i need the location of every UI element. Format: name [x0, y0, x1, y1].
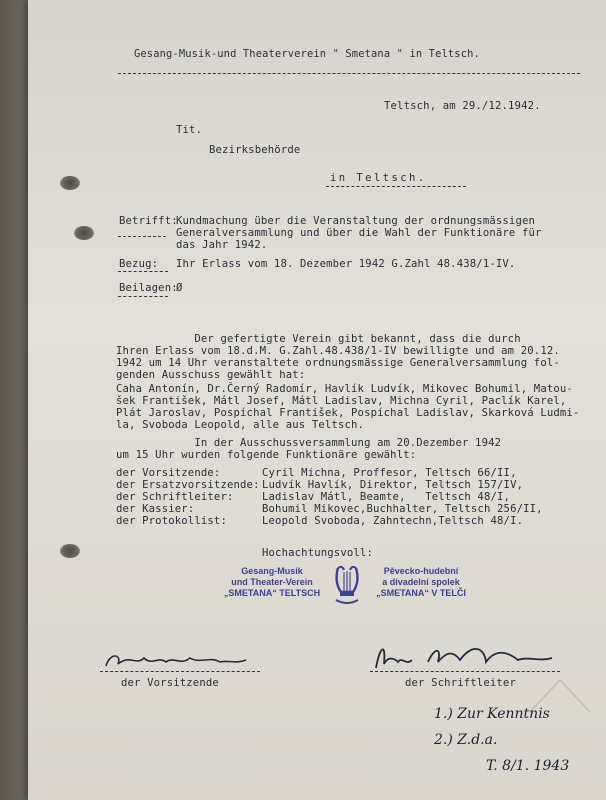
letter-date: Teltsch, am 29./12.1942.: [384, 100, 541, 112]
signature-text: [380, 646, 448, 662]
recipient-name: Bezirksbehörde: [209, 144, 301, 156]
bezug-dash: [118, 271, 168, 272]
beilagen-dash: [118, 296, 168, 297]
betrifft-line: das Jahr 1942.: [176, 239, 268, 251]
beilagen-text: Ø: [176, 282, 183, 294]
officer-info: Leopold Svoboda, Zahntechn,Teltsch 48/I.: [262, 515, 524, 527]
body-line: In der Ausschussversammlung am 20.Dezember 1942: [116, 437, 502, 449]
faint-red-mark-icon: [520, 672, 600, 732]
stamp-text-czech: Pěvecko-hudební a divadelní spolek „SMETANA“ V TELČI: [376, 566, 466, 598]
binder-hole: [60, 176, 80, 190]
betrifft-line: Generalversammlung und über die Wahl der Funktionäre für: [176, 227, 542, 239]
officer-role: der Vorsitzende:: [116, 467, 221, 479]
body-line: 1942 um 14 Uhr veranstaltete ordnungsmässige Generalversammlung fol-: [116, 357, 560, 369]
signature-label-right: der Schriftleiter: [405, 677, 516, 689]
body-line: šek František, Mátl Josef, Mátl Ladislav, Michna Cyril, Paclík Karel,: [116, 395, 567, 407]
officer-role: der Ersatzvorsitzende:: [116, 479, 260, 491]
annotation-line: T. 8/1. 1943: [486, 758, 570, 774]
bezug-label: Bezug:: [119, 258, 159, 270]
annotation-line: 1.) Zur Kenntnis: [434, 706, 550, 722]
signature-text: [118, 652, 197, 666]
officer-info: Ludvík Havlík, Direktor, Teltsch 157/IV,: [262, 479, 524, 491]
signature-label-left: der Vorsitzende: [121, 677, 219, 689]
body-line: Plát Jaroslav, Pospíchal František, Pospíchal Ladislav, Skarková Ludmi-: [116, 407, 580, 419]
annotation-line: 2.) Z.d.a.: [434, 732, 498, 748]
body-line: la, Svoboda Leopold, alle aus Teltsch.: [116, 419, 365, 431]
betrifft-line: Kundmachung über die Veranstaltung der ordnungsmässigen: [176, 215, 536, 227]
officer-info: Cyril Michna, Proffesor, Teltsch 66/II,: [262, 467, 517, 479]
stamp-text-german: Gesang-Musik und Theater-Verein „SMETANA“ TELTSCH: [223, 566, 321, 598]
recipient-underline: [326, 186, 466, 187]
body-line: genden Ausschuss gewählt hat:: [116, 369, 306, 381]
officer-info: Bohumil Mikovec,Buchhalter, Teltsch 256/II,: [262, 503, 543, 515]
header-divider: [118, 73, 580, 74]
bezug-text: Ihr Erlass vom 18. Dezember 1942 G.Zahl 48.438/1-IV.: [176, 258, 516, 270]
body-line: Ihren Erlass vom 18.d.M. G.Zahl.48.438/1-IV bewilligte und am 20.12.: [116, 345, 560, 357]
lyre-emblem-icon: [330, 562, 364, 606]
signature-line: [100, 671, 260, 672]
betrifft-label: Betrifft:: [119, 215, 178, 227]
body-line: um 15 Uhr wurden folgende Funktionäre gewählt:: [116, 449, 417, 461]
recipient-place: in Teltsch.: [330, 172, 427, 184]
body-line: Der gefertigte Verein gibt bekannt, dass die durch: [116, 333, 521, 345]
binder-hole: [60, 544, 80, 558]
beilagen-label: Beilagen:: [119, 282, 178, 294]
binder-hole: [74, 226, 94, 240]
officer-info: Ladislav Mátl, Beamte, Teltsch 48/I,: [262, 491, 511, 503]
officer-role: der Kassier:: [116, 503, 195, 515]
body-line: Caha Antonín, Dr.Černý Radomír, Havlík Ludvík, Mikovec Bohumil, Matou-: [116, 383, 573, 395]
salutation: Tit.: [176, 124, 203, 136]
officer-role: der Protokollist:: [116, 515, 227, 527]
org-header: Gesang-Musik-und Theaterverein " Smetana " in Teltsch.: [134, 48, 480, 60]
closing: Hochachtungsvoll:: [262, 547, 373, 559]
betrifft-dash: [118, 236, 166, 237]
officer-role: der Schriftleiter:: [116, 491, 234, 503]
